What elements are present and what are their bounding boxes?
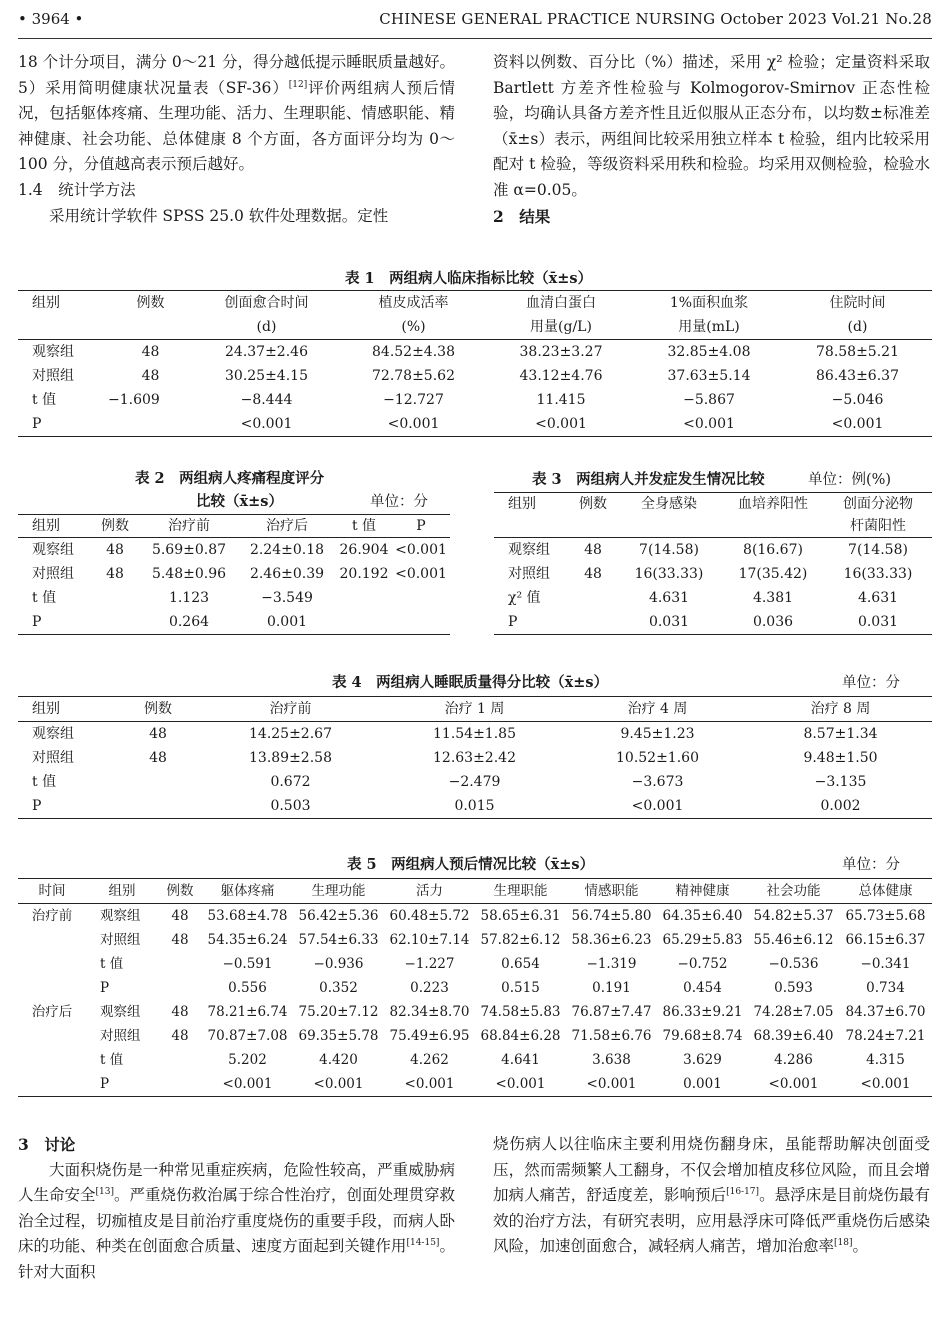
table-cell: 48	[171, 1028, 189, 1044]
table4-header-cell: 治疗 1 周	[444, 701, 505, 717]
table-cell: −8.444	[240, 392, 293, 408]
table4-header-cell: 治疗前	[269, 701, 312, 717]
table-cell	[118, 794, 198, 819]
table-cell	[336, 610, 392, 635]
table-cell: 64.35±6.40	[662, 908, 743, 924]
table-cell: 对照组	[100, 1028, 141, 1044]
table2-header-cell: 治疗前	[168, 518, 210, 534]
table-cell: −5.867	[683, 392, 735, 408]
table-cell: 75.49±6.95	[389, 1028, 470, 1044]
table4-unit: 单位：分	[842, 675, 900, 691]
table2-header-cell: P	[416, 518, 426, 534]
table-cell: 13.89±2.58	[249, 750, 332, 766]
table-cell: 11.54±1.85	[433, 726, 516, 742]
table-cell: 5.202	[228, 1052, 267, 1068]
table-cell: 20.192	[339, 566, 389, 582]
table5-header-cell: 生理功能	[311, 883, 366, 899]
table-cell: 观察组	[508, 542, 550, 558]
table-cell: 78.21±6.74	[207, 1004, 288, 1020]
table-cell: 0.264	[168, 614, 210, 630]
table2-header-cell: 治疗后	[266, 518, 308, 534]
table1-header-unit: 用量(mL)	[678, 319, 740, 335]
table-cell: 0.001	[683, 1076, 722, 1092]
table-cell: <0.001	[683, 416, 735, 432]
table-cell: −1.319	[586, 956, 637, 972]
table-cell	[158, 1072, 202, 1097]
table-cell: 58.36±6.23	[571, 932, 652, 948]
table-row	[18, 770, 932, 794]
table-cell	[18, 976, 86, 1000]
table-cell: <0.001	[535, 416, 587, 432]
table-cell: 治疗前	[31, 908, 73, 924]
table-cell: <0.001	[586, 1076, 637, 1092]
table-cell: 2.24±0.18	[249, 542, 325, 558]
table-cell: <0.001	[240, 416, 293, 432]
table-cell: 4.315	[866, 1052, 905, 1068]
table-cell	[158, 952, 202, 976]
table5-header-cell: 情感职能	[584, 883, 639, 899]
table-cell: <0.001	[387, 416, 440, 432]
table-cell: 0.503	[270, 798, 311, 814]
table-cell: −3.673	[631, 774, 684, 790]
table3-unit: 单位：例(%)	[808, 472, 892, 488]
table-cell: 4.262	[410, 1052, 449, 1068]
table5-header-cell: 例数	[166, 883, 194, 899]
table-cell: 48	[584, 566, 602, 582]
table-row	[18, 1024, 932, 1048]
table-cell: 4.641	[501, 1052, 540, 1068]
table-row	[18, 364, 932, 388]
table1-header-unit: (d)	[847, 319, 868, 335]
table-cell: 48	[141, 344, 160, 360]
running-header	[18, 10, 932, 34]
table-cell: t 值	[32, 590, 57, 606]
table-row	[18, 562, 450, 586]
table-cell: 54.35±6.24	[207, 932, 288, 948]
table-cell: 0.223	[410, 980, 449, 996]
table-cell: 74.58±5.83	[480, 1004, 561, 1020]
citation: [14-15]	[406, 1238, 440, 1249]
table-cell: 观察组	[100, 1004, 141, 1020]
table-cell: <0.001	[860, 1076, 911, 1092]
table-row	[18, 1048, 932, 1072]
table-cell	[158, 976, 202, 1000]
table-cell: 0.654	[501, 956, 540, 972]
table4-header-cell: 治疗 8 周	[810, 701, 871, 717]
table1-header-cell: 组别	[32, 295, 60, 311]
section-heading-1-4: 1.4 统计学方法	[18, 180, 136, 199]
table-cell: <0.001	[222, 1076, 273, 1092]
table-cell: 26.904	[339, 542, 389, 558]
table-row	[18, 904, 932, 929]
table-cell: 24.37±2.46	[225, 344, 308, 360]
table-cell: 62.10±7.14	[389, 932, 470, 948]
table-cell	[18, 1024, 86, 1048]
table-cell: 78.58±5.21	[816, 344, 899, 360]
table-cell: 38.23±3.27	[519, 344, 603, 360]
table-row	[18, 794, 932, 819]
table-cell: 84.37±6.70	[845, 1004, 926, 1020]
table-row	[18, 976, 932, 1000]
table4	[18, 696, 932, 819]
table-row	[18, 722, 932, 747]
table-row	[18, 746, 932, 770]
table1-header-unit: (%)	[401, 319, 426, 335]
table-cell: 75.20±7.12	[298, 1004, 379, 1020]
table-row	[494, 586, 932, 610]
table-row	[18, 340, 932, 365]
table-cell: 7(14.58)	[639, 542, 699, 558]
table-row	[18, 1000, 932, 1024]
table-cell: 48	[149, 750, 167, 766]
table-cell: 对照组	[32, 566, 74, 582]
table1-header-cell: 1%面积血浆	[669, 295, 749, 311]
table5	[18, 878, 932, 1097]
table-cell: −0.341	[860, 956, 911, 972]
table-cell: 12.63±2.42	[433, 750, 516, 766]
table-cell: 37.63±5.14	[667, 368, 751, 384]
table-cell: 48	[149, 726, 167, 742]
table-row	[494, 562, 932, 586]
table-cell: 对照组	[508, 566, 550, 582]
table-cell: 8.57±1.34	[803, 726, 878, 742]
table-cell: 9.45±1.23	[620, 726, 695, 742]
table2-title-cont: 比较（x̄±s）	[196, 493, 283, 510]
table-cell: P	[100, 1076, 110, 1092]
table-cell: t 值	[100, 956, 124, 972]
table3-header-cell: 例数	[579, 496, 607, 512]
table3-header-cell: 创面分泌物	[843, 496, 913, 512]
table-cell: 74.28±7.05	[753, 1004, 834, 1020]
table-cell	[18, 928, 86, 952]
table-cell: 4.420	[319, 1052, 358, 1068]
table-cell: 3.629	[683, 1052, 722, 1068]
table3-header-cell: 全身感染	[641, 496, 697, 512]
table-cell: P	[100, 980, 110, 996]
table-cell: 7(14.58)	[848, 542, 908, 558]
table-cell: 4.286	[774, 1052, 813, 1068]
table3-header-cell: 组别	[508, 496, 536, 512]
table-cell: 54.82±5.37	[753, 908, 834, 924]
table-cell: 5.48±0.96	[151, 566, 227, 582]
table-cell: P	[32, 798, 42, 814]
table3-header-cell: 杆菌阳性	[850, 518, 906, 534]
table-row	[18, 610, 450, 635]
table-cell: <0.001	[768, 1076, 819, 1092]
table-cell: 11.415	[536, 392, 586, 408]
table-cell: 48	[106, 542, 124, 558]
table-cell: 1.123	[168, 590, 210, 606]
table-cell: 0.672	[270, 774, 311, 790]
table1-header-cell: 住院时间	[829, 295, 886, 311]
table-cell: 48	[106, 566, 124, 582]
table-cell: −3.135	[814, 774, 867, 790]
table-cell: 82.34±8.70	[389, 1004, 470, 1020]
journal-info: CHINESE GENERAL PRACTICE NURSING October 2023 Vol.21 No.28	[379, 10, 932, 28]
table-cell	[392, 610, 450, 635]
table-cell: 17(35.42)	[738, 566, 808, 582]
table-cell	[118, 770, 198, 794]
right-column-top	[493, 50, 930, 229]
table-row	[18, 928, 932, 952]
table-cell: 53.68±4.78	[207, 908, 288, 924]
section-heading-results: 2 结果	[493, 206, 551, 226]
table-cell: 4.631	[857, 590, 899, 606]
table4-header-cell: 治疗 4 周	[627, 701, 688, 717]
paragraph-discussion-1: 大面积烧伤是一种常见重症疾病，危险性较高，严重威胁病人生命安全[13]。严重烧伤救治属于综合性治疗，创面处理贯穿救治全过程，切痂植皮是目前治疗重度烧伤的重要手段，而病人卧床的功能、种类在创面愈合质量、速度方面起到关键作用[14-15]。针对大面积	[18, 1160, 456, 1281]
table-cell: 56.42±5.36	[298, 908, 379, 924]
left-column-top	[18, 50, 455, 229]
table-cell: 57.54±6.33	[298, 932, 379, 948]
table-cell	[570, 610, 616, 635]
table-cell: −1.609	[108, 392, 160, 408]
table3	[494, 492, 932, 635]
table-cell: 16(33.33)	[634, 566, 704, 582]
table-cell	[90, 586, 140, 610]
table-cell: −0.936	[313, 956, 364, 972]
table-cell: <0.001	[395, 542, 447, 558]
table5-header-cell: 总体健康	[858, 883, 913, 899]
table5-unit: 单位：分	[842, 857, 900, 873]
table3-header-cell: 血培养阳性	[738, 496, 808, 512]
section-heading-discussion: 3 讨论	[18, 1135, 76, 1154]
table-cell: −12.727	[383, 392, 444, 408]
table-cell	[392, 586, 450, 610]
table-cell: −0.536	[768, 956, 819, 972]
table-cell: 48	[584, 542, 602, 558]
table-cell: P	[508, 614, 518, 630]
table-row	[494, 538, 932, 563]
table-row	[18, 952, 932, 976]
table-cell: 0.001	[266, 614, 308, 630]
table5-title: 表 5 两组病人预后情况比较（x̄±s）	[347, 856, 595, 873]
table-cell: 0.031	[648, 614, 690, 630]
paragraph-statistics-cont: 资料以例数、百分比（%）描述，采用 χ² 检验；定量资料采取 Bartlett 方差齐性检验与 Kolmogorov-Smirnov 正态性检验，均确认具备方差齐性且近似服从正态分布，以均数±标准差（x̄±s）表示，两组间比较采用独立样本 t 检验，组内比较采用配对 t 检验，等级资料采用秩和检验。均采用双侧检验，检验水准 α=0.05。	[493, 53, 930, 199]
table-cell: 76.87±7.47	[571, 1004, 652, 1020]
table-cell: 84.52±4.38	[372, 344, 455, 360]
table-cell: 72.78±5.62	[372, 368, 455, 384]
table1-title: 表 1 两组病人临床指标比较（x̄±s）	[345, 270, 593, 287]
table-cell: 0.352	[319, 980, 358, 996]
table-cell	[108, 412, 193, 437]
table1	[18, 290, 932, 437]
table5-header-cell: 生理职能	[493, 883, 548, 899]
table-cell: 0.454	[683, 980, 722, 996]
table-cell: 治疗后	[31, 1004, 73, 1020]
table-cell	[18, 1048, 86, 1072]
table-cell: <0.001	[313, 1076, 364, 1092]
page-number: • 3964 •	[18, 10, 84, 28]
table-cell: 观察组	[100, 908, 141, 924]
table-cell: −2.479	[448, 774, 501, 790]
table5-header-cell: 活力	[416, 883, 443, 899]
table-cell	[18, 952, 86, 976]
paragraph-discussion-2: 烧伤病人以往临床主要利用烧伤翻身床，虽能帮助解决创面受压，然而需频繁人工翻身，不仅会增加植皮移位风险，而且会增加病人痛苦，舒适度差，影响预后[16-17]。悬浮床是目前烧伤最有效的治疗方法，有研究表明，应用悬浮床可降低严重烧伤后感染风险，加速创面愈合，减轻病人痛苦，增加治愈率[18]。	[493, 1135, 930, 1256]
table-cell: P	[32, 416, 42, 432]
table5-header-cell: 社会功能	[766, 883, 821, 899]
table2-title: 表 2 两组病人疼痛程度评分	[135, 470, 325, 487]
table-cell: t 值	[32, 392, 57, 408]
table-cell: 观察组	[32, 344, 74, 360]
table-cell: 0.593	[774, 980, 813, 996]
table-cell: <0.001	[404, 1076, 455, 1092]
table-row	[18, 412, 932, 437]
left-column-bottom	[18, 1132, 455, 1286]
table-cell: 32.85±4.08	[667, 344, 751, 360]
table-cell: 8(16.67)	[743, 542, 803, 558]
table-cell: 70.87±7.08	[207, 1028, 288, 1044]
table-cell: 55.46±6.12	[753, 932, 834, 948]
paragraph-statistics: 采用统计学软件 SPSS 25.0 软件处理数据。定性	[49, 206, 389, 225]
table5-header-cell: 精神健康	[675, 883, 730, 899]
table-row	[18, 538, 450, 563]
table-cell: 48	[171, 908, 189, 924]
table-cell: 3.638	[592, 1052, 631, 1068]
table-cell: 86.33±9.21	[662, 1004, 743, 1020]
table-cell: 43.12±4.76	[519, 368, 603, 384]
table-row	[494, 610, 932, 635]
table1-header-cell: 创面愈合时间	[224, 295, 309, 311]
table-row	[18, 1072, 932, 1097]
table-cell: 0.015	[454, 798, 495, 814]
table-cell: 对照组	[32, 750, 74, 766]
table2-header-cell: 例数	[101, 518, 129, 534]
table1-header-unit: 用量(g/L)	[530, 319, 592, 335]
table-cell: 68.39±6.40	[753, 1028, 834, 1044]
table-cell: 0.031	[857, 614, 899, 630]
table-cell: 65.73±5.68	[845, 908, 926, 924]
table-cell: 0.191	[592, 980, 631, 996]
table-cell: χ² 值	[508, 590, 541, 606]
table-cell: 对照组	[100, 932, 141, 948]
citation: [16-17]	[726, 1187, 760, 1198]
table1-header-cell: 植皮成活率	[378, 295, 449, 311]
table2-unit: 单位：分	[370, 494, 428, 510]
table4-header-cell: 例数	[144, 701, 172, 717]
paragraph-sf36: 18 个计分项目，满分 0～21 分，得分越低提示睡眠质量越好。5）采用简明健康状况量表（SF-36）[12]评价两组病人预后情况，包括躯体疼痛、生理功能、活力、生理职能、情感职能、精神健康、社会功能、总体健康 8 个方面，各方面评分均为 0～100 分，分值越高表示预后越好。	[18, 53, 455, 174]
table-cell: 2.46±0.39	[249, 566, 325, 582]
table-cell: 0.734	[866, 980, 905, 996]
table-cell: 60.48±5.72	[389, 908, 470, 924]
table-cell: t 值	[32, 774, 57, 790]
table-cell: −0.752	[677, 956, 728, 972]
table-cell: 30.25±4.15	[225, 368, 308, 384]
table4-title: 表 4 两组病人睡眠质量得分比较（x̄±s）	[332, 674, 609, 691]
table-cell: 14.25±2.67	[249, 726, 332, 742]
table2-header-cell: 组别	[32, 518, 60, 534]
table-cell: 71.58±6.76	[571, 1028, 652, 1044]
table-row	[18, 388, 932, 412]
table-cell: −1.227	[404, 956, 455, 972]
table-cell: 66.15±6.37	[845, 932, 926, 948]
table-cell: 48	[171, 932, 189, 948]
table-cell: 48	[171, 1004, 189, 1020]
table-row	[18, 586, 450, 610]
table5-header-cell: 组别	[108, 883, 136, 899]
table-cell	[336, 586, 392, 610]
table3-title: 表 3 两组病人并发症发生情况比较	[532, 471, 765, 488]
table1-header-unit: (d)	[256, 319, 277, 335]
table-cell: −3.549	[261, 590, 313, 606]
table-cell: 5.69±0.87	[151, 542, 227, 558]
table-cell: −0.591	[222, 956, 273, 972]
table-cell	[90, 610, 140, 635]
table-cell: 58.65±6.31	[480, 908, 561, 924]
citation: [13]	[95, 1187, 114, 1198]
header-rule	[18, 38, 932, 39]
table-cell: 观察组	[32, 542, 74, 558]
table-cell: 4.631	[648, 590, 690, 606]
right-column-bottom	[493, 1132, 930, 1260]
table-cell: <0.001	[495, 1076, 546, 1092]
table5-header-cell: 时间	[38, 883, 66, 899]
table-cell: <0.001	[831, 416, 884, 432]
table-cell	[18, 1072, 86, 1097]
table-cell: 16(33.33)	[843, 566, 913, 582]
table-cell: 57.82±6.12	[480, 932, 561, 948]
table-cell: t 值	[100, 1052, 124, 1068]
table-cell: P	[32, 614, 42, 630]
table1-header-cell: 例数	[136, 295, 165, 311]
table-cell: 69.35±5.78	[298, 1028, 379, 1044]
table1-header-cell: 血清白蛋白	[526, 295, 596, 311]
table-cell: 68.84±6.28	[480, 1028, 561, 1044]
table-cell: 48	[141, 368, 160, 384]
table-cell: 10.52±1.60	[616, 750, 699, 766]
table-cell: 65.29±5.83	[662, 932, 743, 948]
table-cell: 86.43±6.37	[816, 368, 899, 384]
table2	[18, 514, 450, 635]
table-cell: 56.74±5.80	[571, 908, 652, 924]
table5-header-cell: 躯体疼痛	[220, 883, 275, 899]
table-cell: 4.381	[752, 590, 794, 606]
citation: [18]	[834, 1238, 853, 1249]
table4-header-cell: 组别	[32, 701, 60, 717]
table-cell: 对照组	[32, 368, 74, 384]
table-cell: 78.24±7.21	[845, 1028, 926, 1044]
table2-header-cell: t 值	[351, 518, 377, 534]
table-cell: 0.002	[820, 798, 861, 814]
table-cell: <0.001	[395, 566, 447, 582]
table-cell: 0.036	[752, 614, 794, 630]
citation: [12]	[288, 79, 308, 90]
table-cell: <0.001	[631, 798, 684, 814]
table-cell: 0.515	[501, 980, 540, 996]
table-cell: −5.046	[831, 392, 884, 408]
table-cell: 0.556	[228, 980, 267, 996]
table-cell: 79.68±8.74	[662, 1028, 743, 1044]
table-cell	[570, 586, 616, 610]
table-cell	[158, 1048, 202, 1072]
table-cell: 观察组	[32, 726, 74, 742]
table-cell: 9.48±1.50	[803, 750, 878, 766]
